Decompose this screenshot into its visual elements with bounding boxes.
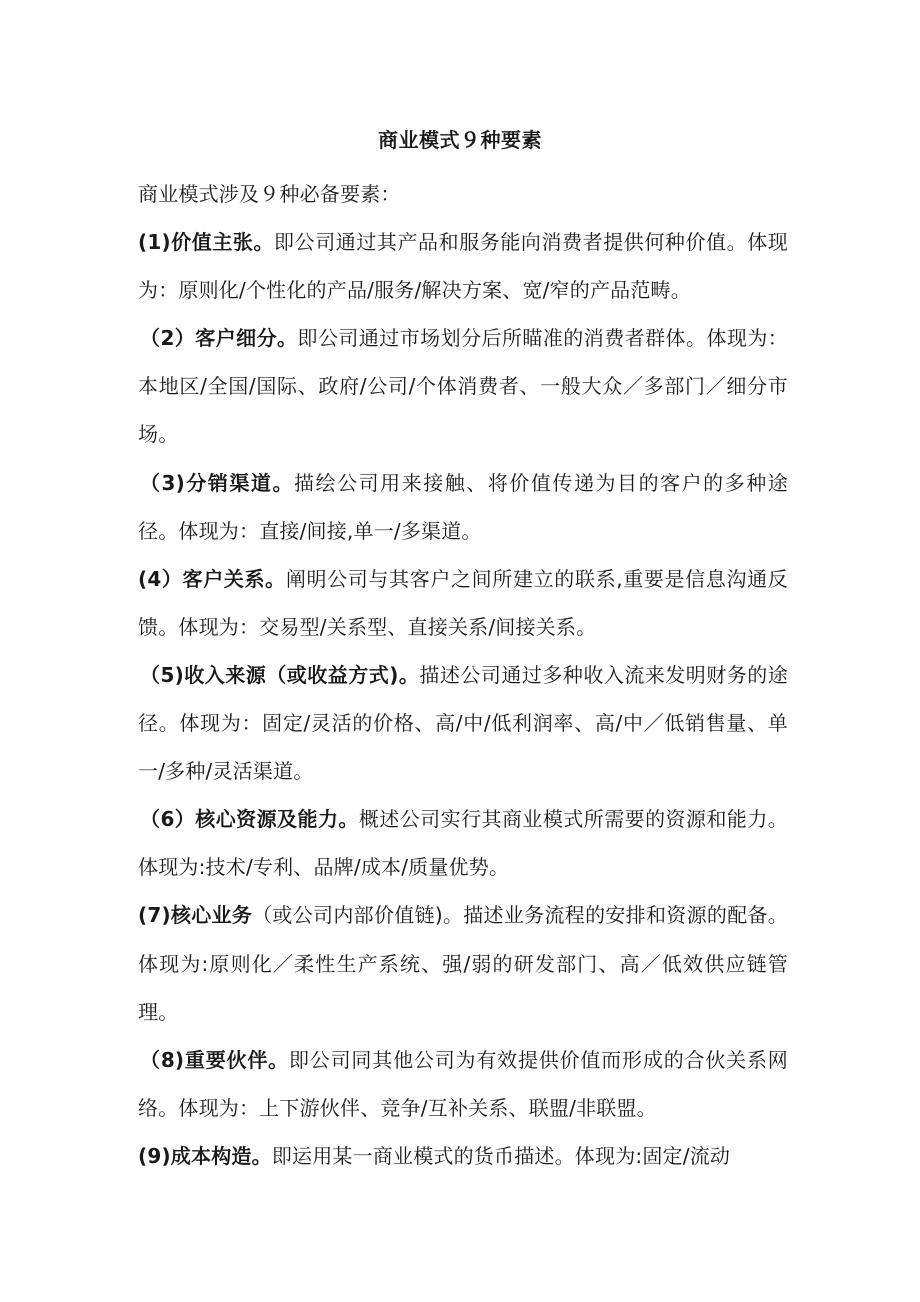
element-heading: (1)价值主张。: [138, 230, 275, 255]
element-paragraph-5: [138, 651, 788, 795]
element-paragraph-7: [138, 891, 788, 1035]
element-heading: （2）客户细分。: [140, 326, 298, 351]
element-paragraph-1: [138, 218, 788, 314]
document-body: [138, 170, 788, 1180]
element-text: 即公司同其他公司为有效提供价值而形成的合伙关系网络。体现为：上下游伙伴、竞争/互补关系、联盟/非联盟。: [138, 1047, 788, 1120]
element-heading: (7)核心业务: [138, 903, 253, 928]
element-text: 即公司通过其产品和服务能向消费者提供何种价值。体现为：原则化/个性化的产品/服务/解决方案、宽/窄的产品范畴。: [138, 230, 788, 303]
element-heading: （3)分销渠道。: [140, 470, 295, 495]
element-paragraph-8: [138, 1036, 788, 1132]
element-text: 即公司通过市场划分后所瞄准的消费者群体。体现为：本地区/全国/国际、政府/公司/个体消费者、一般大众／多部门／细分市场。: [138, 326, 788, 447]
element-paragraph-6: [138, 795, 788, 891]
element-heading: (4）客户关系。: [138, 566, 286, 591]
element-paragraph-4: [138, 555, 788, 651]
element-heading: （6）核心资源及能力。: [140, 807, 359, 832]
intro-paragraph: 商业模式涉及９种必备要素：: [138, 182, 401, 206]
element-paragraph-3: [138, 459, 788, 555]
element-heading: （8)重要伙伴。: [140, 1047, 289, 1072]
element-heading: (9)成本构造。: [138, 1143, 272, 1168]
element-text: 阐明公司与其客户之间所建立的联系,重要是信息沟通反馈。体现为：交易型/关系型、直接关系/间接关系。: [138, 566, 788, 639]
element-heading: （5)收入来源（或收益方式)。: [140, 662, 420, 687]
element-text: （或公司内部价值链)。描述业务流程的安排和资源的配备。体现为:原则化／柔性生产系统、强/弱的研发部门、高／低效供应链管理。: [138, 903, 789, 1024]
element-text: 即运用某一商业模式的货币描述。体现为:固定/流动: [271, 1143, 731, 1168]
element-text: 概述公司实行其商业模式所需要的资源和能力。体现为:技术/专利、品牌/成本/质量优势。: [138, 807, 788, 880]
element-paragraph-2: [138, 314, 788, 458]
element-paragraph-9: [138, 1132, 788, 1180]
element-text: 描述公司通过多种收入流来发明财务的途径。体现为：固定/灵活的价格、高/中/低利润率、高/中／低销售量、单一/多种/灵活渠道。: [138, 662, 788, 784]
element-text: 描绘公司用来接触、将价值传递为目的客户的多种途径。体现为：直接/间接,单一/多渠道。: [138, 470, 788, 543]
page-title: 商业模式９种要素: [378, 128, 542, 152]
